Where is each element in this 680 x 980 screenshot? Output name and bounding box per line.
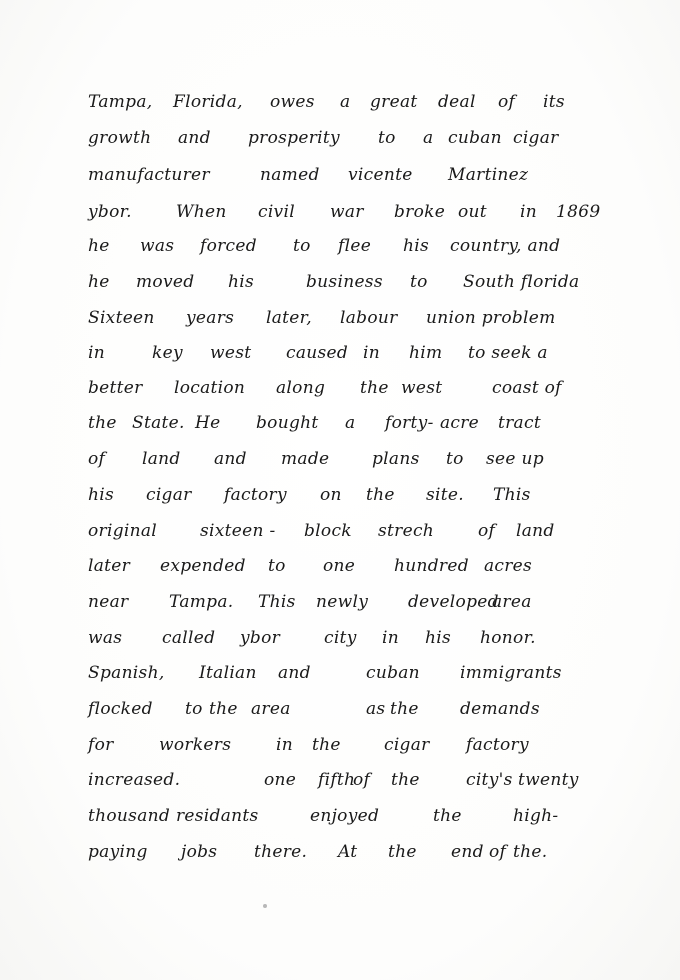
handwritten-word: to <box>293 236 311 256</box>
text-line <box>88 770 608 804</box>
handwritten-word: developed <box>408 592 499 612</box>
text-line <box>88 92 608 126</box>
text-line <box>88 521 608 555</box>
handwritten-word: area <box>251 699 291 719</box>
handwritten-word: union problem <box>426 308 556 328</box>
handwritten-word: 1869 <box>556 202 601 222</box>
handwritten-word: for <box>88 735 114 755</box>
handwritten-word: west <box>401 378 443 398</box>
handwritten-word: he <box>88 272 110 292</box>
handwritten-word: civil <box>258 202 295 222</box>
text-line <box>88 842 608 876</box>
handwritten-word: to <box>446 449 464 469</box>
handwritten-word: along <box>276 378 326 398</box>
handwritten-word: manufacturer <box>88 165 210 185</box>
handwritten-word: forty- <box>385 413 434 433</box>
handwritten-word: key <box>152 343 183 363</box>
handwritten-word: see up <box>486 449 544 469</box>
handwritten-word: the <box>391 770 420 790</box>
handwritten-word: When <box>176 202 227 222</box>
text-line <box>88 272 608 306</box>
handwritten-word: location <box>174 378 246 398</box>
handwritten-word: and <box>214 449 247 469</box>
handwritten-word: vicente <box>348 165 413 185</box>
handwritten-word: workers <box>159 735 232 755</box>
handwritten-word: State. <box>132 413 185 433</box>
handwritten-word: honor. <box>480 628 536 648</box>
handwritten-word: the <box>433 806 462 826</box>
handwritten-word: in <box>382 628 399 648</box>
handwritten-word: in <box>88 343 105 363</box>
handwritten-word: prosperity <box>248 128 340 148</box>
handwritten-word: better <box>88 378 143 398</box>
handwritten-word: ybor <box>240 628 281 648</box>
handwritten-word: war <box>330 202 364 222</box>
handwritten-word: his <box>228 272 255 292</box>
handwritten-word: bought <box>256 413 319 433</box>
handwritten-word: factory <box>466 735 529 755</box>
text-line <box>88 343 608 377</box>
handwritten-word: the. <box>513 842 548 862</box>
handwritten-word: land <box>142 449 181 469</box>
handwritten-word: its <box>543 92 565 112</box>
handwritten-word: of <box>478 521 496 541</box>
text-line <box>88 202 608 236</box>
handwritten-word: tract <box>498 413 541 433</box>
handwritten-word: thousand <box>88 806 171 826</box>
handwritten-word: as <box>366 699 386 719</box>
text-line <box>88 128 608 162</box>
handwritten-word: Spanish, <box>88 663 165 683</box>
text-line <box>88 556 608 590</box>
handwritten-word: high- <box>513 806 559 826</box>
handwritten-word: of <box>88 449 106 469</box>
handwritten-word: to <box>410 272 428 292</box>
handwritten-word: deal <box>438 92 476 112</box>
handwritten-word: to seek a <box>468 343 548 363</box>
handwritten-word: country, and <box>450 236 561 256</box>
handwritten-word: enjoyed <box>310 806 380 826</box>
handwritten-word: his <box>88 485 115 505</box>
text-line <box>88 592 608 626</box>
handwritten-word: and <box>178 128 211 148</box>
handwritten-word: cigar <box>384 735 430 755</box>
handwritten-word: demands <box>460 699 540 719</box>
handwritten-word: flee <box>338 236 372 256</box>
handwritten-word: Tampa. <box>169 592 234 612</box>
handwritten-word: the <box>366 485 395 505</box>
handwritten-word: the <box>390 699 419 719</box>
handwritten-word: sixteen - <box>200 521 276 541</box>
handwritten-word: plans <box>372 449 420 469</box>
handwritten-word: caused <box>286 343 349 363</box>
handwritten-word: residants <box>176 806 259 826</box>
handwritten-word: increased. <box>88 770 181 790</box>
handwritten-word: ybor. <box>88 202 132 222</box>
text-line <box>88 449 608 483</box>
handwritten-word: and <box>278 663 311 683</box>
handwritten-word: the <box>388 842 417 862</box>
handwritten-word: his <box>403 236 430 256</box>
handwritten-word: in <box>363 343 380 363</box>
handwritten-word: coast of <box>492 378 562 398</box>
handwritten-word: later, <box>266 308 312 328</box>
handwritten-word: jobs <box>181 842 218 862</box>
handwritten-word: paying <box>88 842 148 862</box>
handwritten-word: end <box>451 842 484 862</box>
text-line <box>88 165 608 199</box>
text-line <box>88 378 608 412</box>
handwritten-word: cuban <box>448 128 502 148</box>
handwritten-word: one <box>264 770 297 790</box>
handwritten-word: was <box>140 236 175 256</box>
handwritten-word: there. <box>254 842 308 862</box>
handwritten-word: the <box>88 413 117 433</box>
handwritten-word: the <box>360 378 389 398</box>
handwritten-word: land <box>516 521 555 541</box>
handwritten-word: the <box>209 699 238 719</box>
handwritten-word: acre <box>440 413 480 433</box>
handwritten-word: strech <box>378 521 435 541</box>
handwritten-word: This <box>493 485 531 505</box>
handwritten-word: Tampa, <box>88 92 153 112</box>
handwritten-word: labour <box>340 308 398 328</box>
handwritten-word: business <box>306 272 383 292</box>
handwritten-word: in <box>520 202 537 222</box>
text-line <box>88 663 608 697</box>
handwritten-word: Florida, <box>173 92 243 112</box>
handwritten-word: of <box>353 770 371 790</box>
handwritten-word: of <box>489 842 507 862</box>
handwritten-word: forced <box>200 236 257 256</box>
handwritten-word: immigrants <box>460 663 562 683</box>
handwritten-word: a <box>423 128 434 148</box>
text-line <box>88 628 608 662</box>
handwritten-word: block <box>304 521 352 541</box>
handwritten-word: made <box>281 449 330 469</box>
handwritten-word: him <box>409 343 443 363</box>
handwritten-word: was <box>88 628 123 648</box>
handwritten-word: This <box>258 592 296 612</box>
handwritten-word: original <box>88 521 158 541</box>
handwritten-word: acres <box>484 556 533 576</box>
handwritten-word: the <box>312 735 341 755</box>
handwritten-word: named <box>260 165 320 185</box>
handwritten-word: Italian <box>199 663 257 683</box>
handwritten-word: out <box>458 202 487 222</box>
handwritten-word: on <box>320 485 342 505</box>
handwritten-word: site. <box>426 485 464 505</box>
handwritten-word: to <box>185 699 203 719</box>
text-line <box>88 413 608 447</box>
handwritten-word: city's <box>466 770 513 790</box>
handwritten-word: one <box>323 556 356 576</box>
handwritten-word: Martinez <box>448 165 529 185</box>
handwritten-word: broke <box>394 202 446 222</box>
ink-dot <box>263 904 267 908</box>
text-line <box>88 735 608 769</box>
handwritten-word: years <box>186 308 235 328</box>
text-line <box>88 308 608 342</box>
handwritten-word: called <box>162 628 216 648</box>
text-line <box>88 699 608 733</box>
handwritten-word: flocked <box>88 699 153 719</box>
handwritten-word: to <box>378 128 396 148</box>
handwritten-word: great <box>370 92 418 112</box>
handwritten-word: city <box>324 628 357 648</box>
text-line <box>88 236 608 270</box>
handwritten-word: cuban <box>366 663 420 683</box>
handwritten-word: later <box>88 556 131 576</box>
handwritten-word: Sixteen <box>88 308 155 328</box>
handwritten-word: area <box>492 592 532 612</box>
handwritten-word: newly <box>316 592 369 612</box>
handwritten-word: hundred <box>394 556 469 576</box>
handwritten-word: fifth <box>318 770 356 790</box>
handwritten-word: to <box>268 556 286 576</box>
handwritten-word: He <box>195 413 221 433</box>
handwritten-word: twenty <box>518 770 579 790</box>
handwritten-word: near <box>88 592 129 612</box>
handwritten-word: cigar <box>513 128 559 148</box>
handwritten-word: expended <box>160 556 246 576</box>
handwritten-word: factory <box>224 485 287 505</box>
handwritten-word: in <box>276 735 293 755</box>
handwritten-word: cigar <box>146 485 192 505</box>
handwritten-word: owes <box>270 92 315 112</box>
handwritten-word: growth <box>88 128 152 148</box>
handwritten-word: a <box>340 92 351 112</box>
handwritten-word: he <box>88 236 110 256</box>
handwritten-word: moved <box>136 272 195 292</box>
text-line <box>88 485 608 519</box>
handwritten-word: his <box>425 628 452 648</box>
text-line <box>88 806 608 840</box>
handwritten-word: a <box>345 413 356 433</box>
handwritten-word: South florida <box>463 272 580 292</box>
handwritten-word: At <box>338 842 358 862</box>
handwritten-word: of <box>498 92 516 112</box>
handwritten-word: west <box>210 343 252 363</box>
